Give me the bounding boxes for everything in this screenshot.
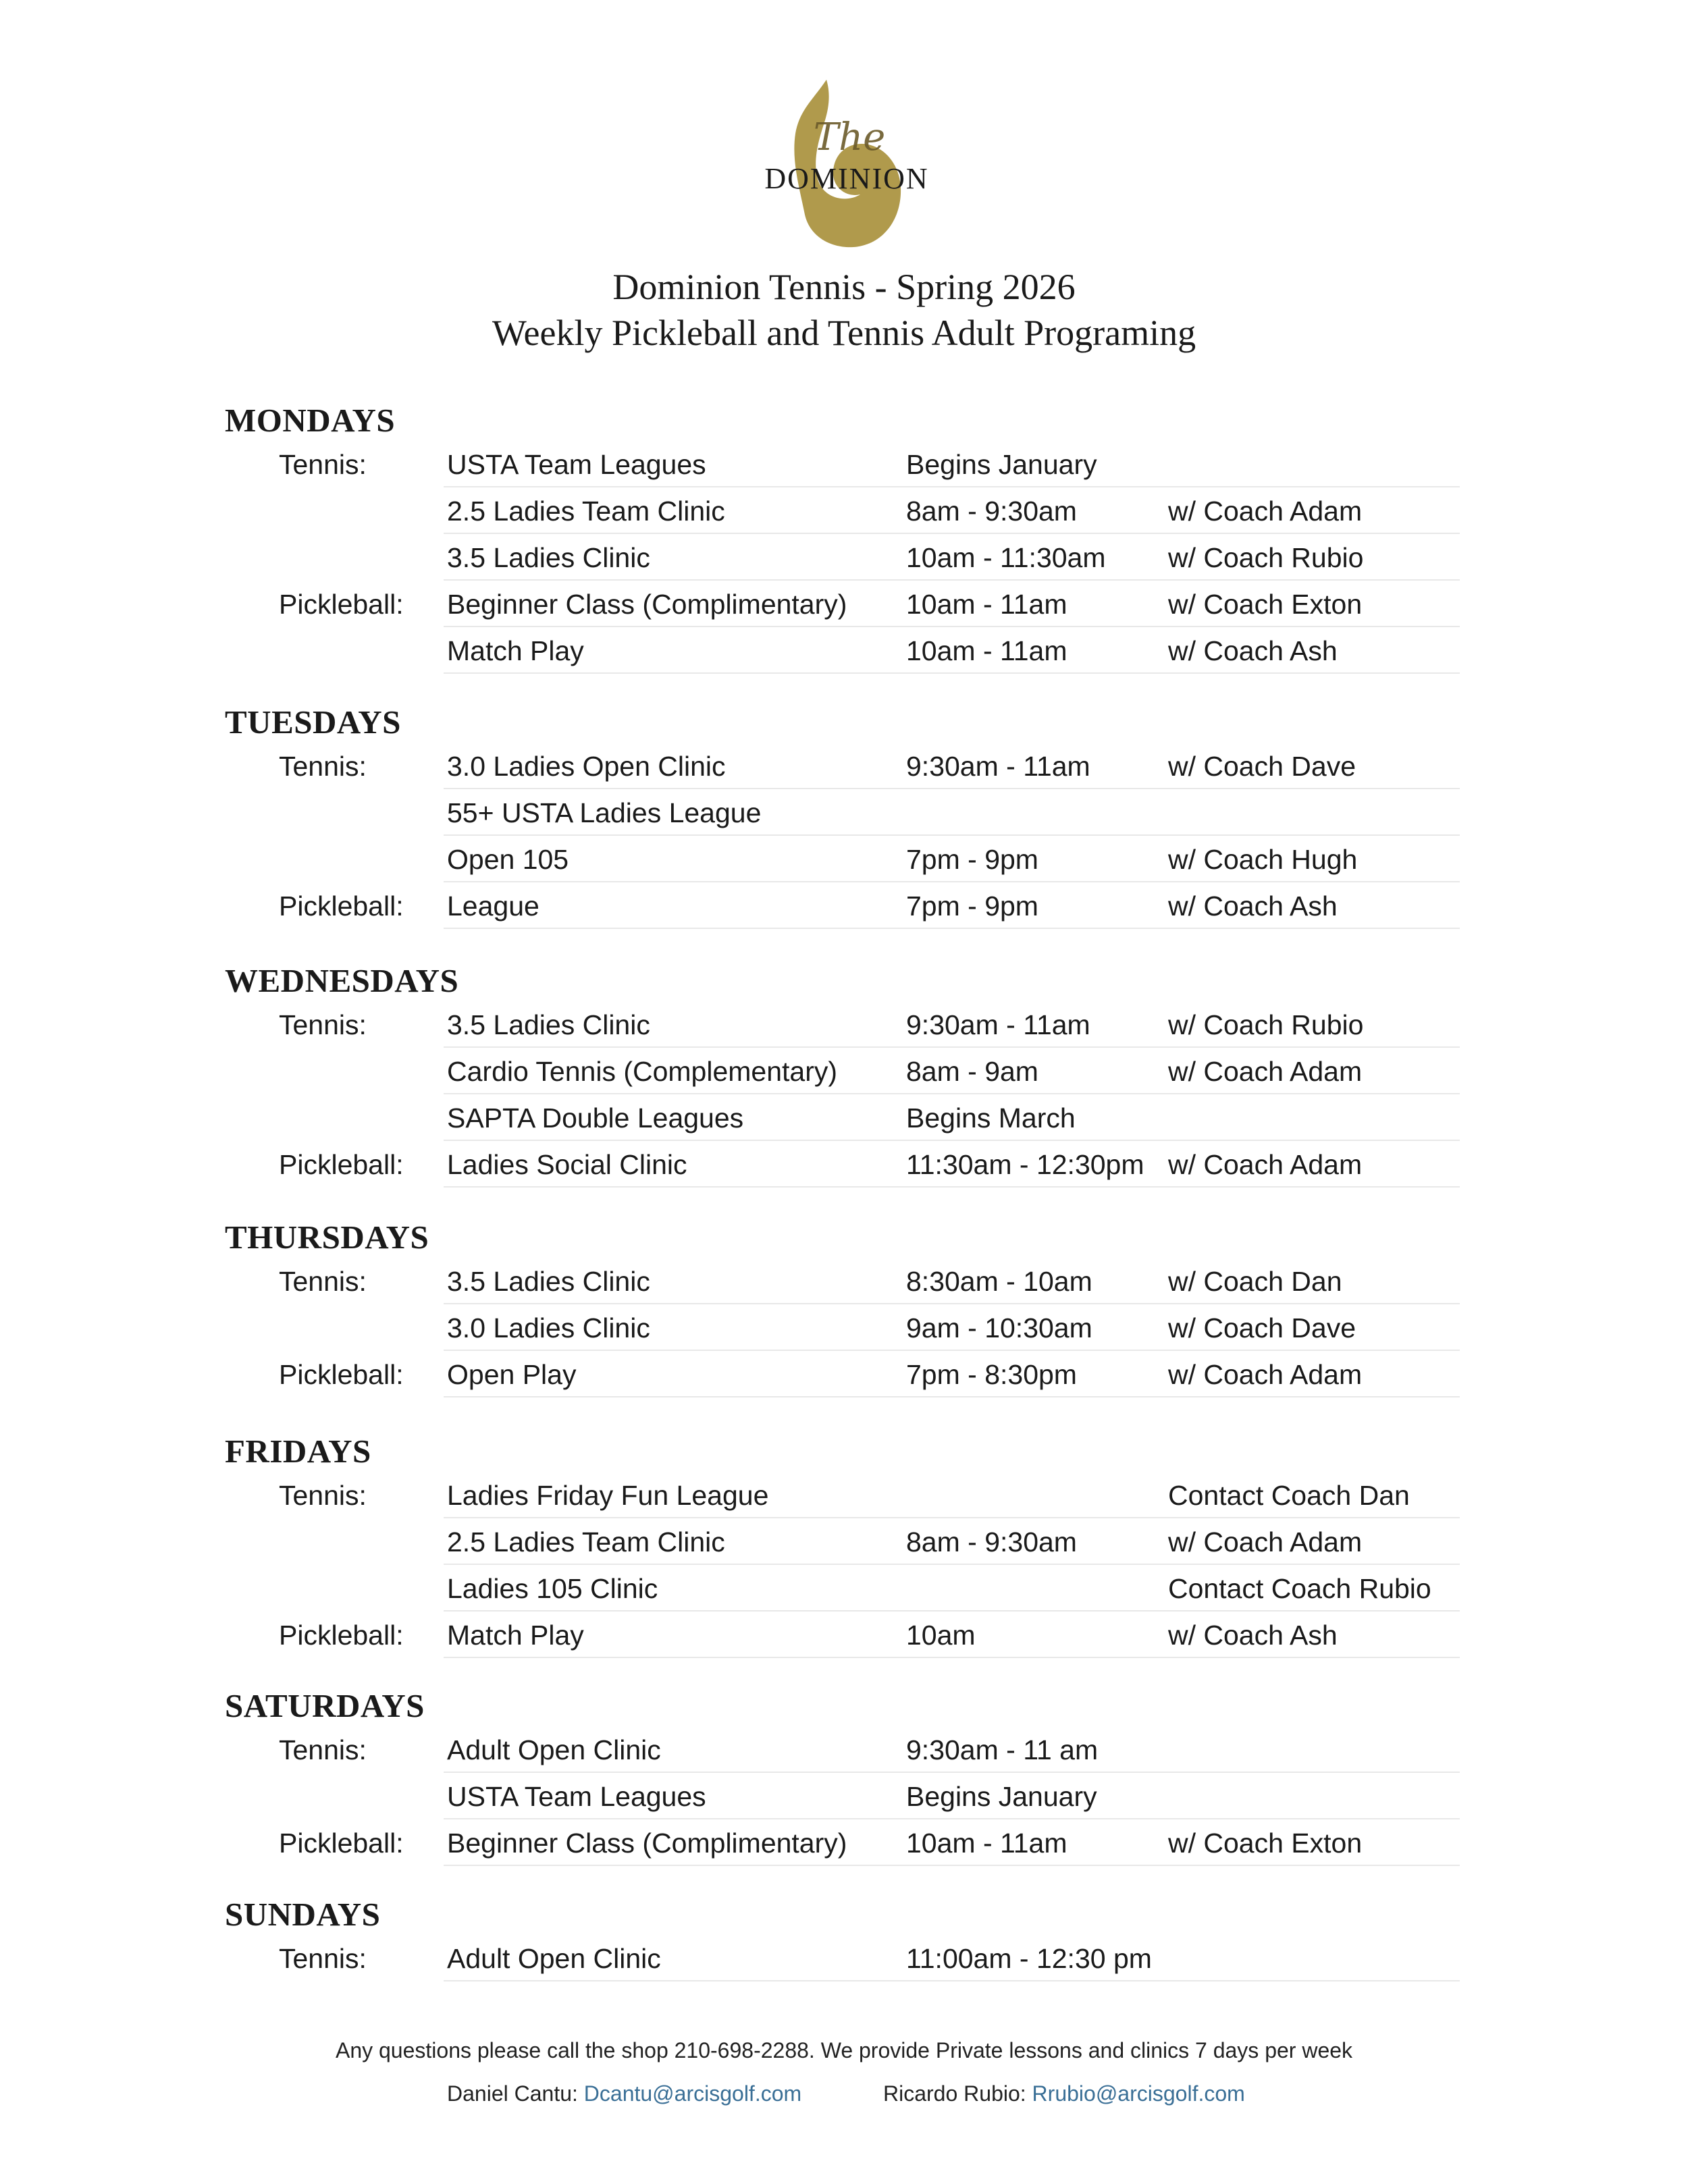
day-heading: SATURDAYS (225, 1687, 425, 1724)
program-time: 8am - 9:30am (906, 496, 1077, 527)
program-name: Ladies Social Clinic (447, 1149, 687, 1180)
schedule-row (0, 581, 1688, 627)
program-name: 3.5 Ladies Clinic (447, 1266, 650, 1297)
program-name: 2.5 Ladies Team Clinic (447, 496, 725, 527)
schedule-row (0, 882, 1688, 929)
program-name: Ladies Friday Fun League (447, 1480, 769, 1511)
schedule-row (0, 1141, 1688, 1188)
program-name: Open 105 (447, 844, 569, 875)
schedule-row (0, 1351, 1688, 1397)
program-coach: w/ Coach Adam (1168, 1359, 1363, 1390)
program-time: 8am - 9am (906, 1056, 1038, 1087)
schedule-row (0, 1518, 1688, 1565)
schedule-rows (0, 1726, 1688, 1866)
program-coach: w/ Coach Dan (1168, 1266, 1342, 1297)
schedule-rows (0, 1001, 1688, 1188)
footer-contact-ricardo (883, 2081, 1245, 2106)
category-label: Pickleball: (279, 589, 404, 620)
program-name: Beginner Class (Complimentary) (447, 1828, 847, 1859)
category-label: Tennis: (279, 449, 367, 480)
category-label: Pickleball: (279, 1149, 404, 1180)
program-time: 11:00am - 12:30 pm (906, 1943, 1152, 1974)
day-heading: WEDNESDAYS (225, 962, 459, 999)
row-divider (444, 1980, 1460, 1981)
footer-contact-daniel (447, 2081, 801, 2106)
program-coach: w/ Coach Ash (1168, 1620, 1338, 1651)
category-label: Pickleball: (279, 1359, 404, 1390)
program-coach: w/ Coach Ash (1168, 635, 1338, 666)
program-name: USTA Team Leagues (447, 1781, 706, 1812)
page-subtitle: Weekly Pickleball and Tennis Adult Programing (492, 313, 1196, 353)
program-name: 3.0 Ladies Clinic (447, 1312, 650, 1343)
row-divider (444, 672, 1460, 674)
schedule-row (0, 534, 1688, 581)
program-coach: w/ Coach Dave (1168, 1312, 1356, 1343)
day-heading: FRIDAYS (225, 1433, 371, 1470)
schedule-row (0, 789, 1688, 836)
program-name: Adult Open Clinic (447, 1943, 661, 1974)
schedule-row (0, 1304, 1688, 1351)
program-time: 7pm - 9pm (906, 844, 1038, 875)
category-label: Tennis: (279, 751, 367, 782)
program-name: 55+ USTA Ladies League (447, 797, 762, 828)
schedule-row (0, 487, 1688, 534)
schedule-row (0, 1773, 1688, 1819)
schedule-row (0, 1048, 1688, 1094)
category-label: Tennis: (279, 1009, 367, 1040)
schedule-row (0, 1472, 1688, 1518)
day-heading: MONDAYS (225, 402, 396, 439)
category-label: Pickleball: (279, 890, 404, 922)
program-name: SAPTA Double Leagues (447, 1102, 744, 1134)
program-time: 7pm - 8:30pm (906, 1359, 1077, 1390)
program-name: Open Play (447, 1359, 577, 1390)
logo-name-text: DOMINION (764, 162, 929, 195)
schedule-row (0, 441, 1688, 487)
contact-email-link[interactable]: Dcantu@arcisgolf.com (583, 2081, 802, 2106)
category-label: Pickleball: (279, 1620, 404, 1651)
category-label: Tennis: (279, 1734, 367, 1765)
program-coach: w/ Coach Adam (1168, 1056, 1363, 1087)
schedule-row (0, 836, 1688, 882)
program-coach: w/ Coach Adam (1168, 1526, 1363, 1557)
program-coach: Contact Coach Dan (1168, 1480, 1410, 1511)
program-time: 11:30am - 12:30pm (906, 1149, 1144, 1180)
day-heading: TUESDAYS (225, 703, 401, 741)
program-coach: w/ Coach Rubio (1168, 542, 1364, 573)
schedule-rows (0, 743, 1688, 929)
row-divider (444, 1865, 1460, 1866)
program-name: Match Play (447, 1620, 584, 1651)
program-time: 8:30am - 10am (906, 1266, 1092, 1297)
category-label: Pickleball: (279, 1828, 404, 1859)
footer-note: Any questions please call the shop 210-698-2288. We provide Private lessons and clinics 7 days per week (335, 2038, 1353, 2062)
schedule-row (0, 1094, 1688, 1141)
program-time: 9:30am - 11am (906, 1009, 1090, 1040)
schedule-row (0, 743, 1688, 789)
program-time: 9am - 10:30am (906, 1312, 1092, 1343)
schedule-row (0, 1726, 1688, 1773)
program-time: Begins January (906, 1781, 1097, 1812)
program-coach: w/ Coach Rubio (1168, 1009, 1364, 1040)
program-coach: w/ Coach Exton (1168, 1828, 1363, 1859)
schedule-rows (0, 441, 1688, 674)
program-time: 8am - 9:30am (906, 1526, 1077, 1557)
category-label: Tennis: (279, 1943, 367, 1974)
schedule-row (0, 1001, 1688, 1048)
program-time: 10am - 11am (906, 1828, 1067, 1859)
program-time: Begins January (906, 449, 1097, 480)
schedule-row (0, 1612, 1688, 1658)
program-time: 10am - 11am (906, 589, 1067, 620)
program-time: Begins March (906, 1102, 1076, 1134)
program-name: League (447, 890, 539, 922)
row-divider (444, 1186, 1460, 1188)
contact-label: Ricardo Rubio: (883, 2081, 1026, 2106)
logo-script-text: The (813, 115, 886, 159)
program-name: 3.5 Ladies Clinic (447, 1009, 650, 1040)
program-time: 10am - 11am (906, 635, 1067, 666)
program-name: Beginner Class (Complimentary) (447, 589, 847, 620)
contact-email-link[interactable]: Rrubio@arcisgolf.com (1032, 2081, 1245, 2106)
dominion-logo (745, 80, 948, 248)
program-coach: w/ Coach Dave (1168, 751, 1356, 782)
schedule-row (0, 627, 1688, 674)
program-coach: w/ Coach Hugh (1168, 844, 1358, 875)
program-time: 9:30am - 11 am (906, 1734, 1099, 1765)
program-name: Match Play (447, 635, 584, 666)
schedule-row (0, 1258, 1688, 1304)
page-title: Dominion Tennis - Spring 2026 (612, 267, 1076, 307)
program-coach: w/ Coach Ash (1168, 890, 1338, 922)
row-divider (444, 928, 1460, 929)
contact-label: Daniel Cantu: (447, 2081, 578, 2106)
schedule-row (0, 1819, 1688, 1866)
program-name: Cardio Tennis (Complementary) (447, 1056, 838, 1087)
schedule-row (0, 1935, 1688, 1981)
row-divider (444, 1657, 1460, 1658)
program-name: 3.5 Ladies Clinic (447, 542, 650, 573)
day-heading: SUNDAYS (225, 1896, 381, 1933)
program-coach: w/ Coach Adam (1168, 1149, 1363, 1180)
program-name: Ladies 105 Clinic (447, 1573, 658, 1604)
program-time: 7pm - 9pm (906, 890, 1038, 922)
category-label: Tennis: (279, 1266, 367, 1297)
row-divider (444, 1396, 1460, 1397)
schedule-rows (0, 1472, 1688, 1658)
program-name: Adult Open Clinic (447, 1734, 661, 1765)
program-coach: w/ Coach Exton (1168, 589, 1363, 620)
program-name: USTA Team Leagues (447, 449, 706, 480)
program-coach: Contact Coach Rubio (1168, 1573, 1431, 1604)
category-label: Tennis: (279, 1480, 367, 1511)
program-name: 3.0 Ladies Open Clinic (447, 751, 726, 782)
program-coach: w/ Coach Adam (1168, 496, 1363, 527)
program-time: 10am (906, 1620, 976, 1651)
program-name: 2.5 Ladies Team Clinic (447, 1526, 725, 1557)
schedule-rows (0, 1258, 1688, 1397)
program-time: 9:30am - 11am (906, 751, 1090, 782)
schedule-rows (0, 1935, 1688, 1981)
program-time: 10am - 11:30am (906, 542, 1106, 573)
day-heading: THURSDAYS (225, 1219, 429, 1256)
schedule-row (0, 1565, 1688, 1612)
